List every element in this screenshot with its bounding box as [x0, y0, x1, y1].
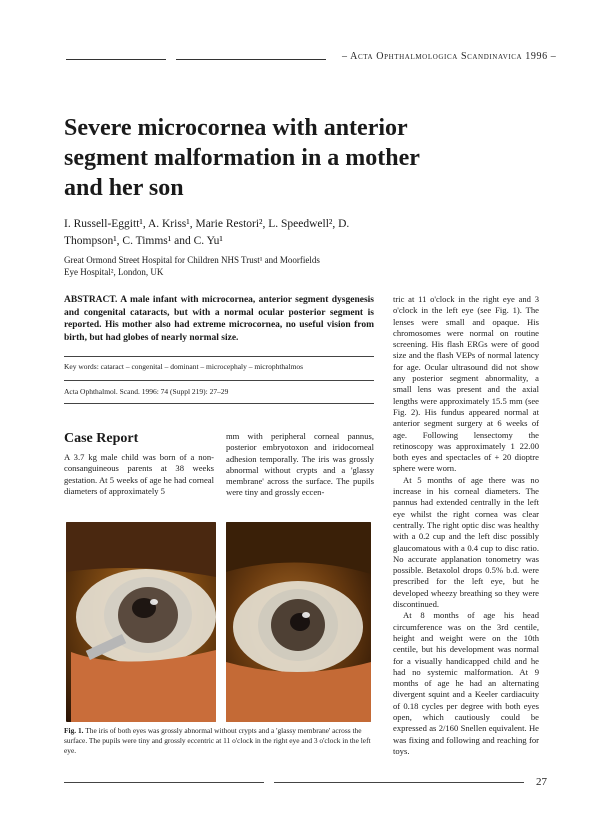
figure-label: Fig. 1. — [64, 726, 84, 735]
abstract-label: ABSTRACT. — [64, 295, 118, 305]
keywords: Key words: cataract – congenital – dominant – microcephaly – microphthalmos — [64, 362, 304, 371]
footer-rule-mid — [274, 782, 524, 783]
eye-photo-left — [226, 522, 371, 722]
eye-photo-right — [66, 522, 216, 722]
column-2-paragraph: mm with peripheral corneal pannus, posterior embryotoxon and iridocorneal adhesion temporally. The iris was grossly abnormal without crypts and a 'glassy membrane' across the surface. The pupils were tiny and grossly eccen- — [226, 431, 374, 498]
eye-photo-left-illustration — [226, 522, 371, 722]
journal-header: – Acta Ophthalmologica Scandinavica 1996 – — [342, 51, 557, 62]
page-number: 27 — [536, 776, 547, 788]
abstract-rule — [64, 356, 374, 357]
affiliation: Great Ormond Street Hospital for Children NHS Trust¹ and Moorfields Eye Hospital², London, UK — [64, 255, 320, 277]
citation: Acta Ophthalmol. Scand. 1996: 74 (Suppl 219): 27–29 — [64, 387, 229, 396]
column-1-text — [64, 452, 214, 497]
abstract-text: A male infant with microcornea, anterior segment dysgenesis and congenital cataracts, but with a normal ocular posterior segment is reported. His mother also had extreme microcornea, no useful vision from birth, but had globes of nearly normal size. — [64, 295, 374, 343]
article-title: Severe microcornea with anterior segment malformation in a mother and her son — [64, 115, 420, 201]
author-list: I. Russell-Eggitt¹, A. Kriss¹, Marie Restori², L. Speedwell², D. Thompson¹, C. Timms¹ and C. Yu¹ — [64, 218, 350, 247]
eye-photo-right-illustration — [66, 522, 216, 722]
figure-caption-text: The iris of both eyes was grossly abnormal without crypts and a 'glassy membrane' across the surface. The pupils were tiny and grossly eccentric at 11 o'clock in the right eye and 3 o'clock in the left eye. — [64, 726, 371, 755]
keywords-rule — [64, 380, 374, 381]
column-3-paragraph-2: At 5 months of age there was no increase in his corneal diameters. The pannus had extended centrally in the left eye whilst the right cornea was clear centrally. The right optic disc was healthy with a 0.2 cup and the left disc possibly glaucomatous with a 0.4 cup to disc ratio. No accurate applanation tonometry was possible. Betaxolol drops 0.5% b.d. were prescribed for the left eye, but he developed wheezy breathing so they were discontinued. — [393, 474, 539, 610]
column-2-text — [226, 431, 374, 499]
column-3-paragraph-1: tric at 11 o'clock in the right eye and 3 o'clock in the left eye (see Fig. 1). The lenses were small and opaque. His chromosomes were normal on routine screening. His flash ERGs were of good size and the flash VEPs of normal latency for age. Ocular ultrasound did not show any posterior segment abnormality, a small lens was present and the axial lengths were approximately 15.5 mm (see Fig. 2). His fundus appeared normal at anterior segment surgery at 6 weeks of age. Following lensectomy the retinoscopy was approximately 1 22.00 both eyes and spectacles of + 20 dioptre sphere were worn. — [393, 294, 539, 474]
header-rule-left — [66, 59, 166, 60]
figure-caption — [64, 726, 376, 756]
header-rule-mid — [176, 59, 326, 60]
abstract — [64, 294, 374, 344]
column-3-paragraph-3: At 8 months of age his head circumference was on the 3rd centile, height and weight were on the 10th centile, but his development was normal for a visually handicapped child and he had no systemic malformation. At 9 months of age he had an alternating divergent squint and a Keeler cardiacuity of 0.18 cycles per degree with both eyes open, which cautiously could be expressed as 2/160 Snellen equivalent. He was fixing and following and reaching for toys. — [393, 610, 539, 756]
citation-rule — [64, 403, 374, 404]
column-3-text — [393, 294, 539, 757]
section-title: Case Report — [64, 431, 139, 446]
column-1-paragraph: A 3.7 kg male child was born of a non-consanguineous parents at 38 weeks gestation. At 5 weeks of age he had corneal diameters of approximately 5 — [64, 452, 214, 496]
footer-rule-left — [64, 782, 264, 783]
